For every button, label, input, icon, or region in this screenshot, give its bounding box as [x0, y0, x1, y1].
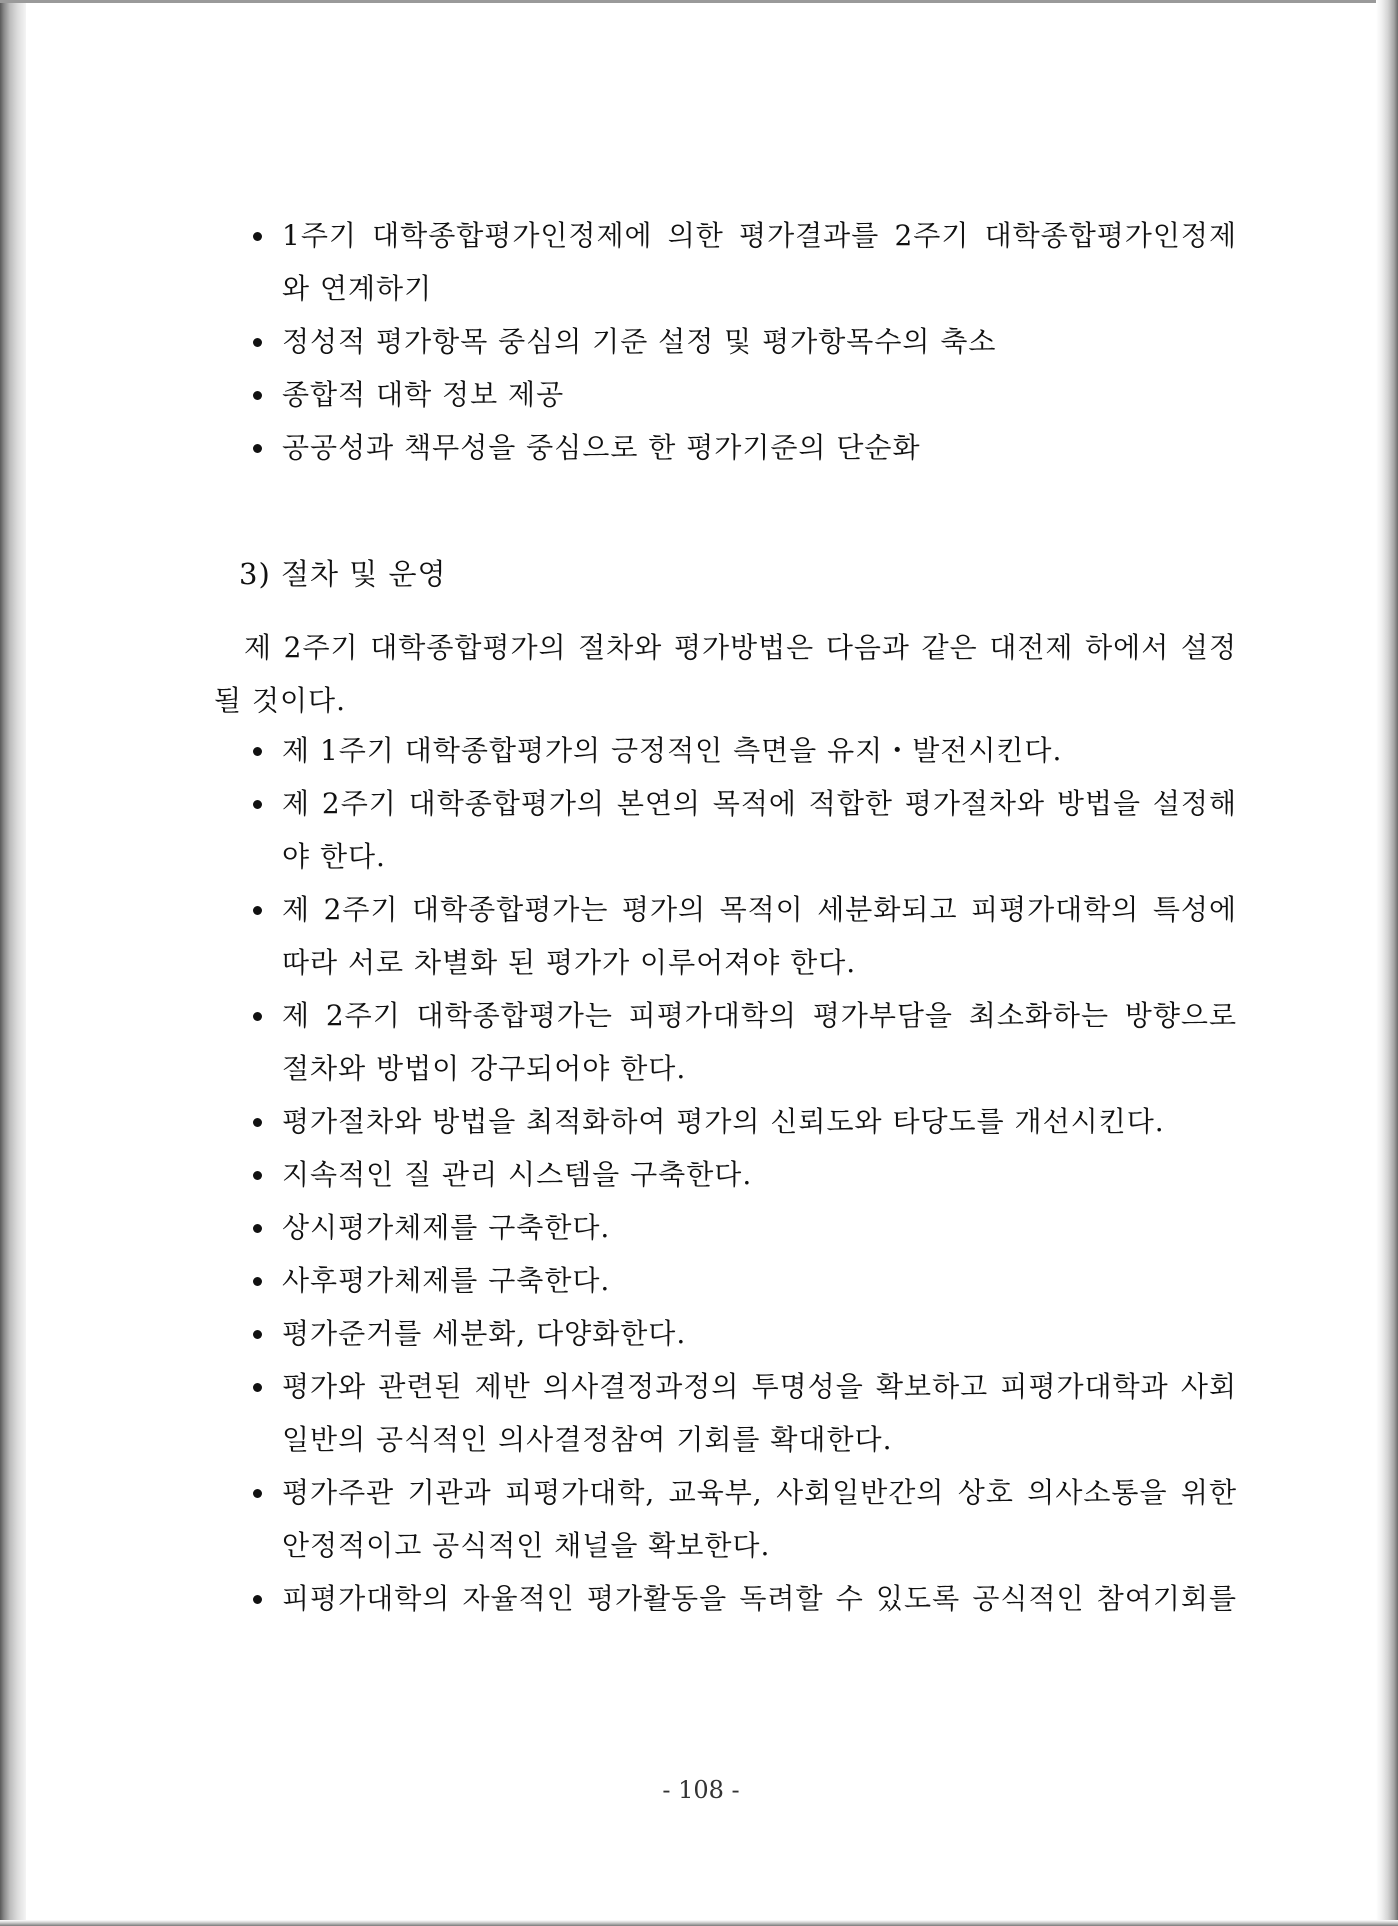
bullet-icon [253, 338, 262, 347]
bullet-text: 제 1주기 대학종합평가의 긍정적인 측면을 유지・발전시킨다. [282, 734, 1063, 767]
bullet-icon [253, 800, 262, 809]
bullet-text: 평가절차와 방법을 최적화하여 평가의 신뢰도와 타당도를 개선시킨다. [282, 1105, 1165, 1138]
section-heading: 3) 절차 및 운영 [239, 557, 447, 591]
bullet-text-continuation: 일반의 공식적인 의사결정참여 기회를 확대한다. [282, 1423, 893, 1456]
bullet-icon [253, 747, 262, 756]
bullet-text: 공공성과 책무성을 중심으로 한 평가기준의 단순화 [282, 431, 921, 464]
bullet-icon [253, 1383, 262, 1392]
bullet-text: 사후평가체제를 구축한다. [282, 1264, 611, 1297]
document-page [26, 3, 1376, 1920]
bullet-text-continuation: 와 연계하기 [282, 272, 433, 305]
bullet-text: 평가준거를 세분화, 다양화한다. [282, 1317, 687, 1350]
bullet-icon [253, 906, 262, 915]
intro-paragraph-line: 될 것이다. [214, 684, 346, 717]
intro-paragraph-line: 제 2주기 대학종합평가의 절차와 평가방법은 다음과 같은 대전제 하에서 설정 [244, 631, 1237, 664]
page-top-edge [0, 0, 1398, 3]
bullet-icon [253, 1277, 262, 1286]
bullet-icon [253, 1118, 262, 1127]
bullet-text: 상시평가체제를 구축한다. [282, 1211, 611, 1244]
page-bottom-edge [0, 1920, 1398, 1926]
bullet-text: 제 2주기 대학종합평가는 피평가대학의 평가부담을 최소화하는 방향으로 [282, 999, 1237, 1032]
bullet-text: 평가와 관련된 제반 의사결정과정의 투명성을 확보하고 피평가대학과 사회 [282, 1370, 1237, 1403]
bullet-icon [253, 444, 262, 453]
bullet-icon [253, 232, 262, 241]
bullet-icon [253, 1595, 262, 1604]
bullet-icon [253, 391, 262, 400]
bullet-icon [253, 1330, 262, 1339]
bullet-text: 종합적 대학 정보 제공 [282, 378, 565, 411]
bullet-text: 제 2주기 대학종합평가의 본연의 목적에 적합한 평가절차와 방법을 설정해 [282, 787, 1237, 820]
bullet-text: 정성적 평가항목 중심의 기준 설정 및 평가항목수의 축소 [282, 325, 997, 358]
bullet-text: 피평가대학의 자율적인 평가활동을 독려할 수 있도록 공식적인 참여기회를 [282, 1582, 1237, 1615]
bullet-icon [253, 1489, 262, 1498]
bullet-text: 제 2주기 대학종합평가는 평가의 목적이 세분화되고 피평가대학의 특성에 [282, 893, 1237, 926]
bullet-text-continuation: 절차와 방법이 강구되어야 한다. [282, 1052, 687, 1085]
bullet-icon [253, 1171, 262, 1180]
bullet-text: 1주기 대학종합평가인정제에 의한 평가결과를 2주기 대학종합평가인정제 [282, 219, 1237, 252]
page-right-edge-shadow [1376, 0, 1398, 1926]
bullet-text-continuation: 안정적이고 공식적인 채널을 확보한다. [282, 1529, 771, 1562]
page-left-edge-shadow [0, 0, 26, 1926]
bullet-text-continuation: 따라 서로 차별화 된 평가가 이루어져야 한다. [282, 946, 857, 979]
bullet-icon [253, 1224, 262, 1233]
bullet-icon [253, 1012, 262, 1021]
bullet-text: 평가주관 기관과 피평가대학, 교육부, 사회일반간의 상호 의사소통을 위한 [282, 1476, 1237, 1509]
page-number: - 108 - [662, 1776, 740, 1804]
bullet-text-continuation: 야 한다. [282, 840, 386, 873]
bullet-text: 지속적인 질 관리 시스템을 구축한다. [282, 1158, 753, 1191]
